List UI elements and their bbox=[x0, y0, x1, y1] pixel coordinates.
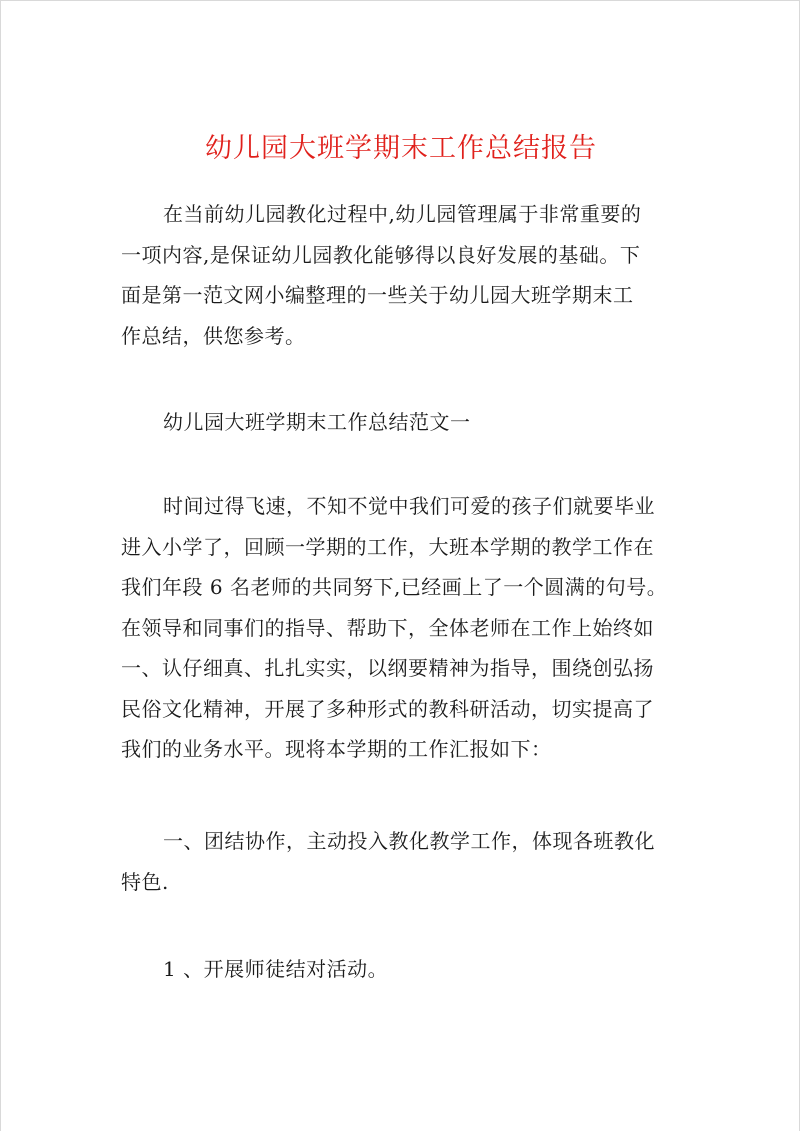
intro-line: 一项内容,是保证幼儿园教化能够得以良好发展的基础。下 bbox=[121, 242, 641, 267]
intro-paragraph bbox=[121, 194, 689, 356]
body-line: 进入小学了，回顾一学期的工作，大班本学期的教学工作在 bbox=[121, 534, 654, 559]
sub-heading-text: 幼儿园大班学期末工作总结范文一 bbox=[163, 410, 471, 434]
item-one bbox=[121, 949, 689, 990]
section-one-heading bbox=[121, 821, 689, 902]
section-one-line: 特色. bbox=[121, 869, 169, 894]
intro-line: 面是第一范文网小编整理的一些关于幼儿园大班学期末工 bbox=[121, 283, 634, 307]
document-title: 幼儿园大班学期末工作总结报告 bbox=[205, 133, 597, 164]
sub-heading bbox=[121, 402, 689, 443]
body-line: 在领导和同事们的指导、帮助下，全体老师在工作上始终如 bbox=[121, 615, 654, 640]
body-line: 民俗文化精神，开展了多种形式的教科研活动，切实提高了 bbox=[121, 696, 654, 721]
body-line: 时间过得飞速，不知不觉中我们可爱的孩子们就要毕业 bbox=[163, 494, 655, 518]
intro-line: 作总结，供您参考。 bbox=[121, 323, 306, 348]
body-paragraph bbox=[121, 486, 689, 770]
item-one-text: 1 、开展师徒结对活动。 bbox=[163, 957, 389, 981]
intro-line: 在当前幼儿园教化过程中,幼儿园管理属于非常重要的 bbox=[163, 202, 642, 226]
body-line: 我们的业务水平。现将本学期的工作汇报如下： bbox=[121, 737, 552, 761]
body-line: 我们年段 6 名老师的共同努下,已经画上了一个圆满的句号。 bbox=[121, 575, 668, 599]
body-line: 一、认仔细真、扎扎实实，以纲要精神为指导，围绕创弘扬 bbox=[121, 656, 654, 680]
section-one-line: 一、团结协作，主动投入教化教学工作，体现各班教化 bbox=[163, 829, 655, 853]
